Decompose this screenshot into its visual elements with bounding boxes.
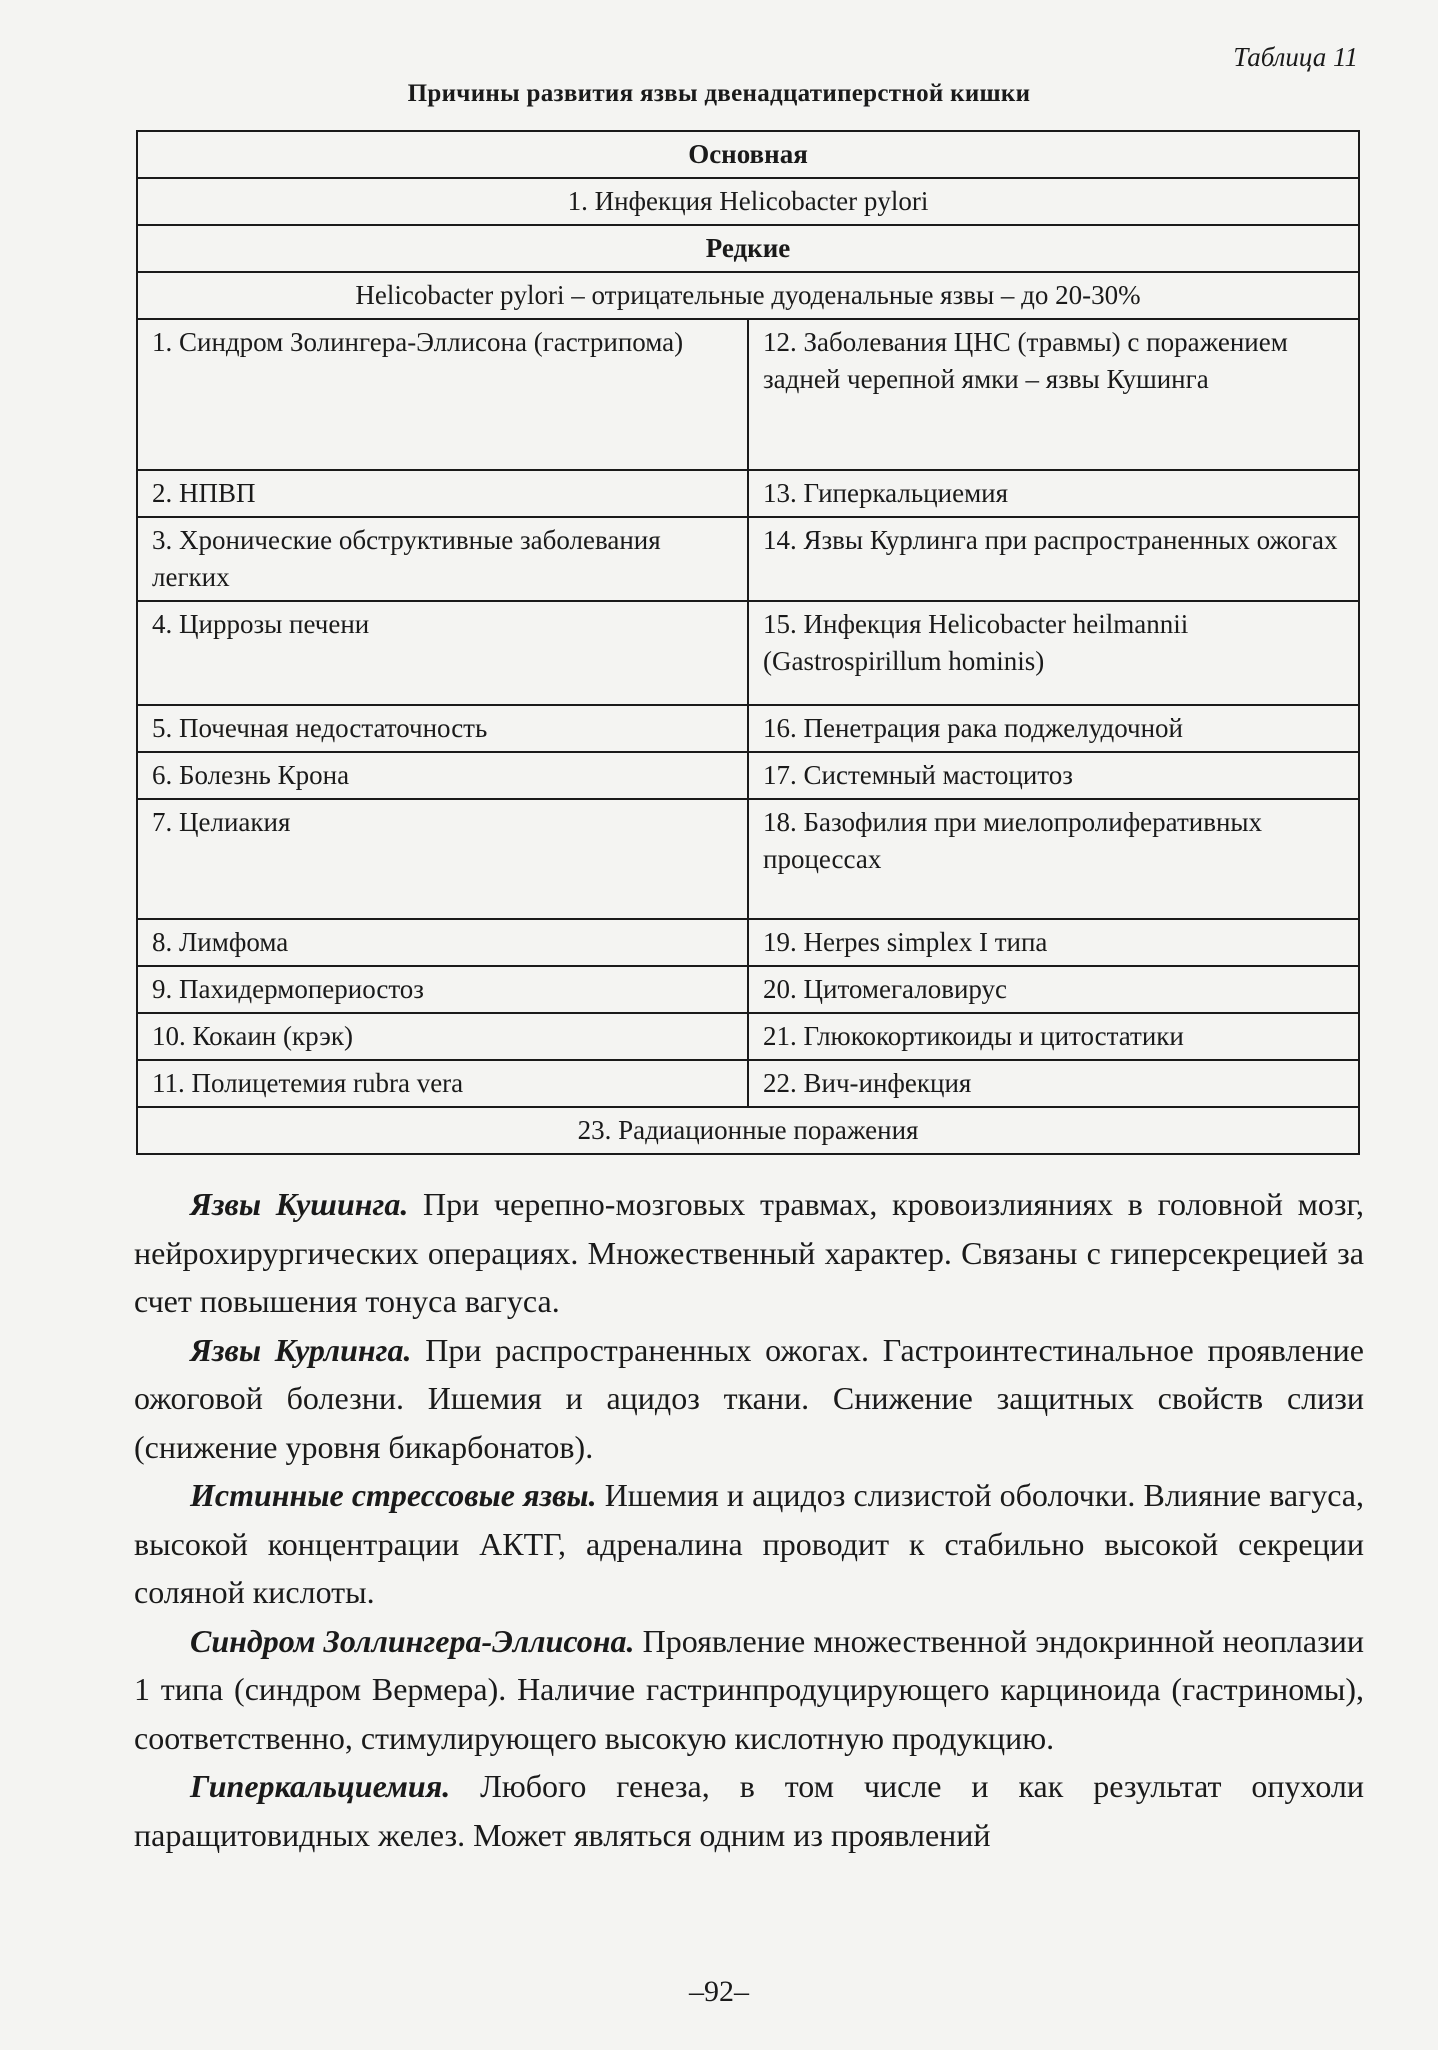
main-cause-item: 1. Инфекция Helicobacter pylori <box>137 178 1359 225</box>
table-row <box>137 705 1359 752</box>
body-text <box>134 1180 1364 1859</box>
table-cell: 6. Болезнь Крона <box>137 752 748 799</box>
table-cell: 2. НПВП <box>137 470 748 517</box>
table-cell: 16. Пенетрация рака поджелудочной <box>748 705 1359 752</box>
table-cell: 14. Язвы Курлинга при распространенных ожогах <box>748 517 1359 601</box>
table-cell: 11. Полицетемия rubra vera <box>137 1060 748 1107</box>
table-row <box>137 601 1359 705</box>
table-row <box>137 1013 1359 1060</box>
table-row <box>137 131 1359 178</box>
paragraph-text: Любого генеза, в том числе и как результат опухоли паращитовидных желез. Может являться одним из проявлений <box>134 1768 1364 1853</box>
table-cell: 10. Кокаин (крэк) <box>137 1013 748 1060</box>
table-cell: 19. Herpes simplex I типа <box>748 919 1359 966</box>
table-cell: 15. Инфекция Helicobacter heilmannii (Gastrospirillum hominis) <box>748 601 1359 705</box>
paragraph <box>134 1471 1364 1617</box>
last-cause-item: 23. Радиационные поражения <box>137 1107 1359 1154</box>
table-row <box>137 1060 1359 1107</box>
paragraph-term: Истинные стрессовые язвы. <box>190 1477 597 1513</box>
table-cell: 18. Базофилия при миелопролиферативных процессах <box>748 799 1359 919</box>
table-cell: 4. Циррозы печени <box>137 601 748 705</box>
table-row <box>137 319 1359 470</box>
table-row <box>137 178 1359 225</box>
table-row <box>137 470 1359 517</box>
paragraph-term: Гиперкальциемия. <box>190 1768 451 1804</box>
table-cell: 8. Лимфома <box>137 919 748 966</box>
paragraph <box>134 1762 1364 1859</box>
table-row <box>137 272 1359 319</box>
page-number: –92– <box>689 1975 749 2008</box>
table-row <box>137 1107 1359 1154</box>
paragraph-text: При распространенных ожогах. Гастроинтестинальное проявление ожоговой болезни. Ишемия и ацидоз ткани. Снижение защитных свойств слизи (снижение уровня бикарбонатов). <box>134 1331 1365 1465</box>
paragraph-text: При черепно-мозговых травмах, кровоизлияниях в головной мозг, нейрохирургических операциях. Множественный характер. Связаны с гиперсекрецией за счет повышения тонуса вагуса. <box>134 1186 1365 1319</box>
table-cell: 12. Заболевания ЦНС (травмы) с поражением задней черепной ямки – язвы Кушинга <box>748 319 1359 470</box>
paragraph-term: Синдром Золлингера-Эллисона. <box>190 1622 635 1659</box>
table-cell: 7. Целиакия <box>137 799 748 919</box>
table-cell: 21. Глюкокортикоиды и цитостатики <box>748 1013 1359 1060</box>
main-cause-header: Основная <box>137 131 1359 178</box>
table-cell: 22. Вич-инфекция <box>748 1060 1359 1107</box>
table-label: Таблица 11 <box>1233 42 1358 72</box>
paragraph <box>134 1617 1364 1763</box>
paragraph <box>134 1180 1364 1326</box>
paragraph-text: Ишемия и ацидоз слизистой оболочки. Влияние вагуса, высокой концентрации АКТГ, адреналина проводит к стабильно высокой секреции соляной кислоты. <box>134 1477 1365 1610</box>
table-cell: 9. Пахидермопериостоз <box>137 966 748 1013</box>
table-row <box>137 966 1359 1013</box>
table-row <box>137 752 1359 799</box>
table-title: Причины развития язвы двенадцатиперстной кишки <box>407 80 1031 107</box>
paragraph-text: Проявление множественной эндокринной неоплазии 1 типа (синдром Вермера). Наличие гастринпродуцирующего карциноида (гастриномы), соответственно, стимулирующего высокую кислотную продукцию. <box>134 1622 1365 1756</box>
paragraph <box>134 1326 1364 1472</box>
rare-causes-header: Редкие <box>137 225 1359 272</box>
causes-table <box>136 130 1360 1155</box>
table-row <box>137 517 1359 601</box>
table-row <box>137 225 1359 272</box>
paragraph-term: Язвы Курлинга. <box>190 1331 412 1368</box>
rare-causes-note: Helicobacter pylori – отрицательные дуоденальные язвы – до 20-30% <box>137 272 1359 319</box>
paragraph-term: Язвы Кушинга. <box>190 1186 409 1222</box>
table-cell: 1. Синдром Золингера-Эллисона (гастрипома) <box>137 319 748 470</box>
table-cell: 17. Системный мастоцитоз <box>748 752 1359 799</box>
table-cell: 5. Почечная недостаточность <box>137 705 748 752</box>
table-cell: 13. Гиперкальциемия <box>748 470 1359 517</box>
table-cell: 20. Цитомегаловирус <box>748 966 1359 1013</box>
table-row <box>137 799 1359 919</box>
table-row <box>137 919 1359 966</box>
table-cell: 3. Хронические обструктивные заболевания легких <box>137 517 748 601</box>
